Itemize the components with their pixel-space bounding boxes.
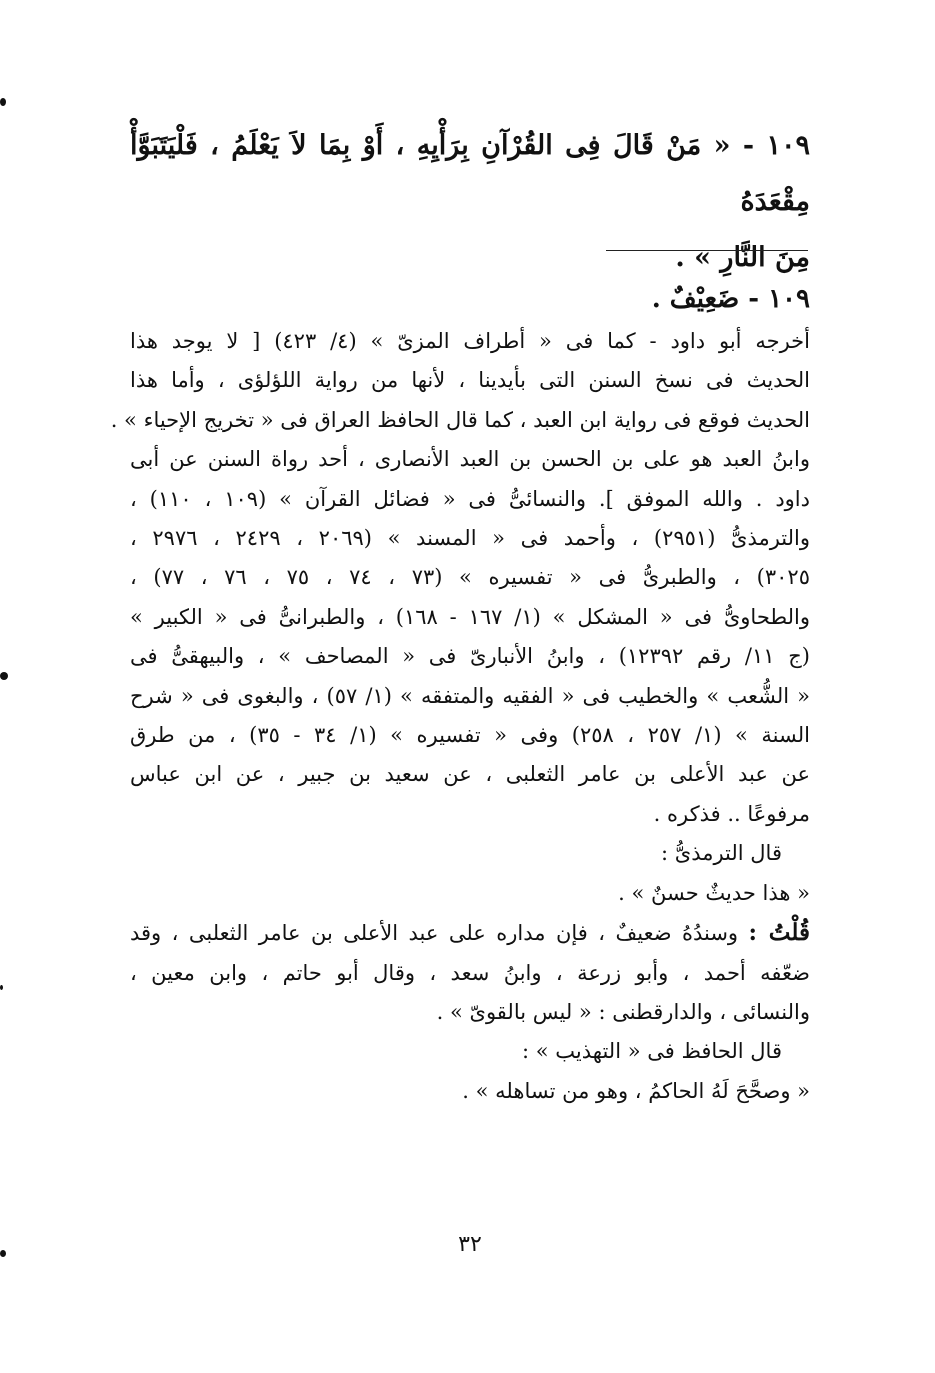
commentary-line: قال الحافظ فى « التهذيب » : (522, 1039, 782, 1064)
commentary-line: أخرجه أبو داود - كما فى « أطراف المزىّ » (٤/ ٤٢٣) [ لا يوجد هذا (130, 329, 810, 353)
commentary-line: مرفوعًا .. فذكره . (653, 801, 810, 826)
commentary-line: ٣٠٢٥) ، والطبرىُّ فى « تفسيره » (٧٣ ، ٧٤ ، ٧٥ ، ٧٦ ، ٧٧) ، (130, 565, 810, 590)
hadith-line-2: مِنَ النَّارِ » . (675, 242, 810, 273)
hadith-text (130, 118, 810, 286)
qultu-label: قُلْتُ : (748, 919, 810, 947)
commentary-line: « هذا حديثٌ حسنٌ » . (618, 880, 810, 905)
commentary-line: « وصحَّحَ لَهُ الحاكمُ ، وهو من تساهله » . (462, 1078, 810, 1103)
footnote-separator (606, 250, 808, 251)
takhrij-commentary (110, 322, 811, 1111)
hadith-grade: ١٠٩ - ضَعِيْفٌ . (651, 284, 810, 314)
scan-speck (0, 672, 8, 680)
commentary-line: والطحاوىُّ فى « المشكل » (١/ ١٦٧ - ١٦٨) ، والطبرانىُّ فى « الكبير » (130, 604, 810, 629)
hadith-line-1: ١٠٩ - « مَنْ قَالَ فِى القُرْآنِ بِرَأْيِهِ ، أَوْ بِمَا لاَ يَعْلَمُ ، فَلْيَتَبَوَّأْ مِقْعَدَهُ (130, 130, 810, 217)
commentary-line: الحديث فى نسخ السنن التى بأيدينا ، لأنها من رواية اللؤلؤى ، وأما هذا (130, 368, 810, 393)
commentary-line: قال الترمذىُّ : (661, 841, 782, 866)
commentary-line: عن عبد الأعلى بن عامر الثعلبى ، عن سعيد بن جبير ، عن ابن عباس (130, 762, 810, 787)
commentary-line: والترمذىُّ (٢٩٥١) ، وأحمد فى « المسند » (٢٠٦٩ ، ٢٤٢٩ ، ٢٩٧٦ ، (130, 526, 811, 551)
scan-speck (0, 98, 6, 106)
commentary-line: والنسائى ، والدارقطنى : « ليس بالقوىّ » . (436, 999, 810, 1024)
commentary-line: ضعّفه أحمد ، وأبو زرعة ، وابنُ سعد ، وقال أبو حاتم ، وابن معين ، (130, 960, 810, 985)
commentary-line: (ج ١١/ رقم ١٢٣٩٢) ، وابنُ الأنبارىّ فى « المصاحف » ، والبيهقىُّ فى (130, 644, 810, 669)
scan-speck (0, 1250, 6, 1257)
page-number: ٣٢ (458, 1232, 482, 1257)
scan-speck (0, 985, 3, 990)
commentary-line: وابنُ العبد هو على بن الحسن بن العبد الأنصارى ، أحد رواة السنن عن أبى (130, 447, 810, 472)
commentary-line: داود . والله الموفق ]. والنسائىُّ فى « فضائل القرآن » (١٠٩ ، ١١٠) ، (130, 486, 810, 511)
commentary-line: الحديث فوقع فى رواية ابن العبد ، كما قال الحافظ العراق فى « تخريج الإحياء » . (110, 407, 810, 432)
commentary-line: السنة » (١/ ٢٥٧ ، ٢٥٨) وفى « تفسيره » (١/ ٣٤ - ٣٥) ، من طرق (130, 723, 810, 748)
commentary-line: « الشُّعب » والخطيب فى « الفقيه والمتفقه » (١/ ٥٧) ، والبغوى فى « شرح (130, 683, 810, 708)
commentary-line: وسندُهُ ضعيفٌ ، فإن مداره على عبد الأعلى بن عامر الثعلبى ، وقد (130, 921, 739, 946)
qultu-line (130, 913, 810, 953)
